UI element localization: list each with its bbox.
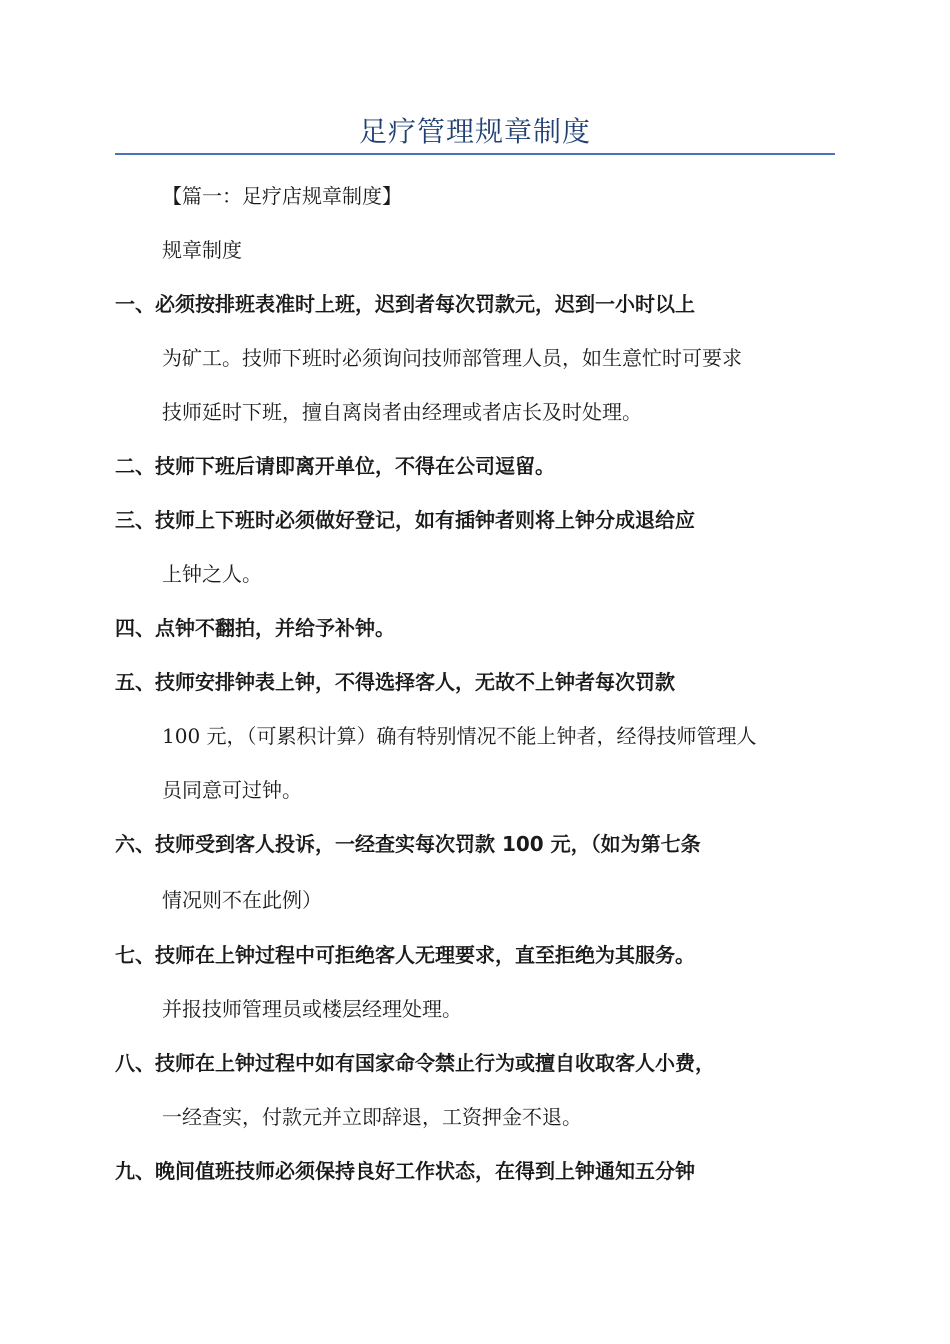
- section-heading: 【篇一：足疗店规章制度】: [162, 184, 402, 208]
- title-underline: [115, 153, 835, 155]
- rule-2-line-1: 二、技师下班后请即离开单位，不得在公司逗留。: [115, 454, 555, 478]
- rule-5-line-2: 100 元，（可累积计算）确有特别情况不能上钟者，经得技师管理人: [162, 724, 757, 748]
- rule-9-line-1: 九、晚间值班技师必须保持良好工作状态，在得到上钟通知五分钟: [115, 1159, 695, 1183]
- rule-5-line-1: 五、技师安排钟表上钟，不得选择客人，无故不上钟者每次罚款: [115, 670, 675, 694]
- rule-3-line-2: 上钟之人。: [162, 562, 262, 586]
- rule-5-line-3: 员同意可过钟。: [162, 778, 302, 802]
- rule-4-line-1: 四、点钟不翻拍，并给予补钟。: [115, 616, 395, 640]
- rule-6-line-1: 六、技师受到客人投诉，一经查实每次罚款 100 元，（如为第七条: [115, 832, 701, 856]
- rule-7-line-1: 七、技师在上钟过程中可拒绝客人无理要求，直至拒绝为其服务。: [115, 943, 695, 967]
- rule-1-line-2: 为矿工。技师下班时必须询问技师部管理人员，如生意忙时可要求: [162, 346, 742, 370]
- rule-3-line-1: 三、技师上下班时必须做好登记，如有插钟者则将上钟分成退给应: [115, 508, 695, 532]
- rule-7-line-2: 并报技师管理员或楼层经理处理。: [162, 997, 462, 1021]
- subheading: 规章制度: [162, 238, 242, 262]
- rule-1-line-3: 技师延时下班，擅自离岗者由经理或者店长及时处理。: [162, 400, 642, 424]
- rule-6-line-2: 情况则不在此例）: [162, 888, 322, 912]
- rule-1-line-1: 一、必须按排班表准时上班，迟到者每次罚款元，迟到一小时以上: [115, 292, 695, 316]
- rule-8-line-1: 八、技师在上钟过程中如有国家命令禁止行为或擅自收取客人小费，: [115, 1051, 715, 1075]
- rule-8-line-2: 一经查实，付款元并立即辞退，工资押金不退。: [162, 1105, 582, 1129]
- document-title: 足疗管理规章制度: [358, 115, 591, 148]
